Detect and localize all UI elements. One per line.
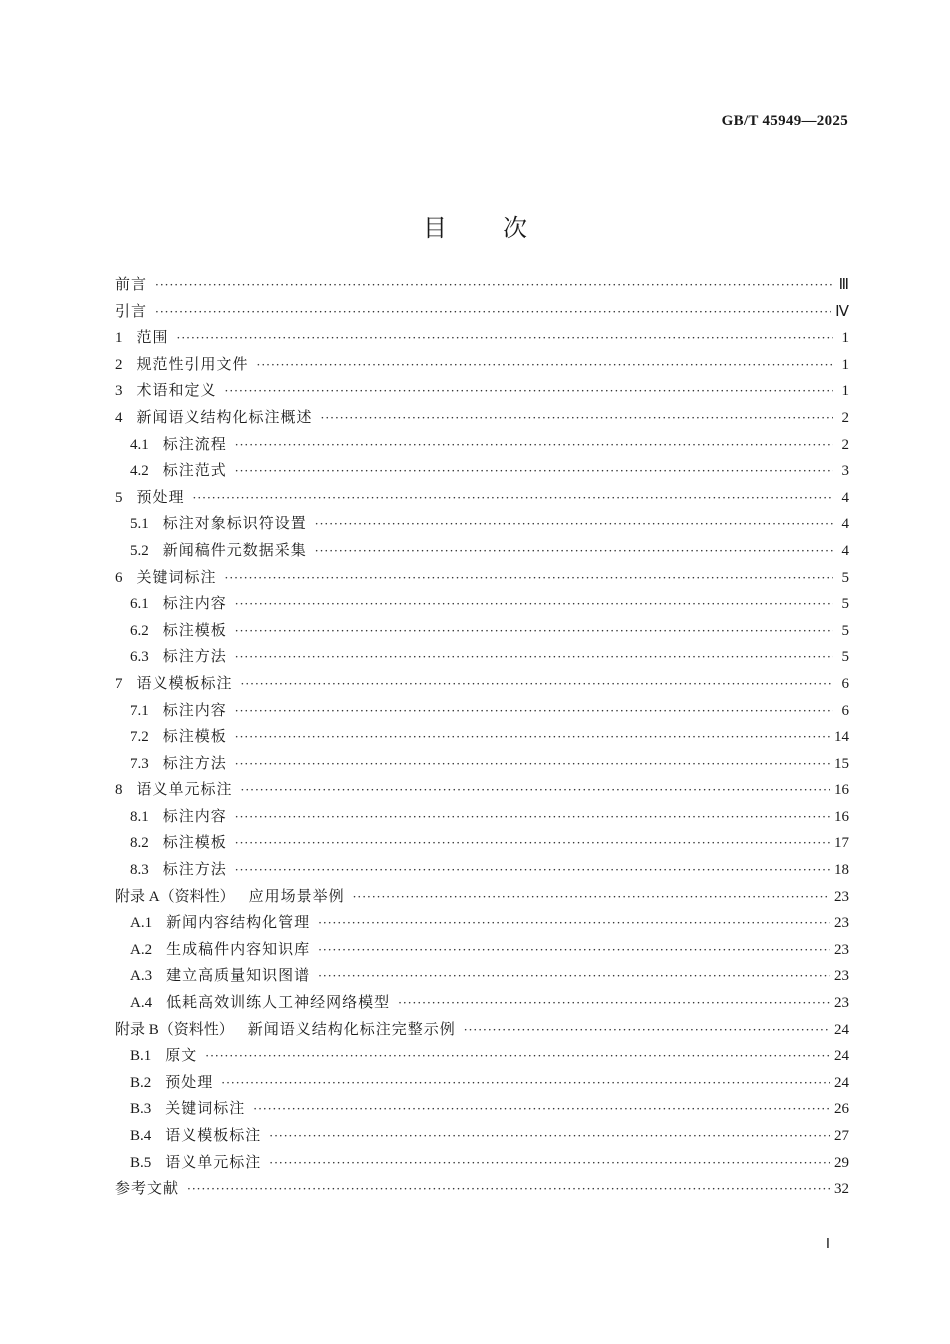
toc-entry-number: 8.3 xyxy=(130,862,149,879)
toc-entry[interactable] xyxy=(115,351,849,378)
toc-entry[interactable] xyxy=(115,404,849,431)
toc-entry-label: 语义模板标注 xyxy=(165,1126,262,1144)
toc-entry-label: 术语和定义 xyxy=(136,381,217,400)
toc-entry-number: A.2 xyxy=(130,941,153,958)
toc-leader-dots xyxy=(235,804,830,831)
toc-leader-dots xyxy=(235,432,833,459)
toc-entry-label: 新闻语义结构化标注完整示例 xyxy=(247,1019,456,1038)
toc-entry-page: 6 xyxy=(841,675,849,692)
toc-entry[interactable] xyxy=(115,989,849,1016)
toc-entry-page: 15 xyxy=(834,755,849,772)
toc-entry-page: 27 xyxy=(834,1128,849,1144)
toc-entry[interactable] xyxy=(115,856,849,883)
toc-entry-page: 5 xyxy=(841,622,849,639)
toc-entry-page: 24 xyxy=(834,1048,849,1065)
toc-entry-number: 附录 B（资料性） xyxy=(115,1021,234,1038)
toc-entry-number: 8.2 xyxy=(130,835,149,852)
toc-entry-number: 3 xyxy=(115,383,123,400)
toc-leader-dots xyxy=(235,618,833,645)
toc-entry-label: 标注模板 xyxy=(162,620,227,639)
toc-leader-dots xyxy=(353,884,830,911)
toc-entry[interactable] xyxy=(115,723,849,750)
toc-entry[interactable] xyxy=(115,271,849,298)
toc-leader-dots xyxy=(257,352,833,379)
page-title: 目次 xyxy=(423,214,583,243)
toc-entry[interactable] xyxy=(115,909,849,936)
toc-entry-number: B.1 xyxy=(130,1048,152,1065)
toc-entry-page: 1 xyxy=(841,330,849,347)
toc-entry-number: 5.1 xyxy=(130,516,149,533)
toc-entry[interactable] xyxy=(115,643,849,670)
toc-entry[interactable] xyxy=(115,431,849,458)
toc-leader-dots xyxy=(235,458,833,485)
toc-entry[interactable] xyxy=(115,564,849,591)
toc-entry-label: 标注对象标识符设置 xyxy=(162,514,307,533)
toc-entry[interactable] xyxy=(115,1122,849,1149)
toc-entry-label: 低耗高效训练人工神经网络模型 xyxy=(166,993,391,1012)
toc-entry-label: 建立高质量知识图谱 xyxy=(166,966,311,985)
toc-entry[interactable] xyxy=(115,803,849,830)
toc-entry-label: 标注模板 xyxy=(162,833,227,852)
toc-leader-dots xyxy=(318,937,830,964)
toc-entry-label: 标注模板 xyxy=(162,727,227,746)
toc-leader-dots xyxy=(187,1176,830,1203)
toc-leader-dots xyxy=(235,830,830,857)
toc-entry-label: 生成稿件内容知识库 xyxy=(166,939,311,958)
toc-entry-page: 32 xyxy=(834,1181,849,1198)
toc-leader-dots xyxy=(315,538,833,565)
toc-entry-page: 16 xyxy=(834,808,849,825)
table-of-contents xyxy=(115,271,849,1202)
toc-entry-number: 6 xyxy=(115,569,123,586)
toc-entry-number: 4.1 xyxy=(130,436,149,453)
toc-entry[interactable] xyxy=(115,590,849,617)
toc-entry-page: 1 xyxy=(841,383,849,400)
toc-entry-page: 23 xyxy=(834,995,849,1012)
toc-entry-page: 24 xyxy=(834,1074,849,1091)
toc-entry-page: 1 xyxy=(841,356,849,373)
toc-entry-number: 8 xyxy=(115,782,123,799)
toc-entry-number: A.3 xyxy=(130,968,153,985)
toc-entry[interactable] xyxy=(115,936,849,963)
toc-entry-label: 语义模板标注 xyxy=(136,673,233,692)
toc-entry-page: 5 xyxy=(841,569,849,586)
toc-leader-dots xyxy=(253,1096,830,1123)
toc-entry[interactable] xyxy=(115,670,849,697)
toc-leader-dots xyxy=(241,671,833,698)
toc-leader-dots xyxy=(321,405,833,432)
toc-entry-label: 规范性引用文件 xyxy=(136,354,249,373)
toc-entry-label: 关键词标注 xyxy=(165,1099,246,1118)
toc-entry-number: A.1 xyxy=(130,915,153,932)
toc-entry-page: 5 xyxy=(841,649,849,666)
toc-entry-label: 预处理 xyxy=(165,1072,214,1091)
toc-entry-page: 5 xyxy=(841,596,849,613)
toc-entry-label: 新闻内容结构化管理 xyxy=(166,913,311,932)
toc-leader-dots xyxy=(155,299,831,326)
toc-entry-label: 引言 xyxy=(115,301,148,320)
toc-entry-page: 4 xyxy=(841,542,849,559)
toc-entry-number: 1 xyxy=(115,330,123,347)
toc-entry-label: 语义单元标注 xyxy=(165,1152,262,1171)
toc-entry[interactable] xyxy=(115,298,849,325)
toc-entry-page: 18 xyxy=(834,862,849,879)
toc-entry-number: B.5 xyxy=(130,1154,152,1171)
toc-entry[interactable] xyxy=(115,1095,849,1122)
toc-entry-number: B.4 xyxy=(130,1128,152,1144)
toc-entry-label: 标注方法 xyxy=(162,753,227,772)
toc-entry[interactable] xyxy=(115,1175,849,1202)
toc-entry-page: 4 xyxy=(841,516,849,533)
toc-entry[interactable] xyxy=(115,617,849,644)
toc-entry[interactable] xyxy=(115,1069,849,1096)
toc-entry-label: 前言 xyxy=(115,275,148,293)
toc-leader-dots xyxy=(225,378,833,405)
toc-entry-label: 原文 xyxy=(165,1046,198,1065)
toc-entry[interactable] xyxy=(115,962,849,989)
toc-entry-label: 参考文献 xyxy=(115,1179,180,1198)
toc-entry-label: 标注范式 xyxy=(162,461,227,480)
toc-entry[interactable] xyxy=(115,537,849,564)
toc-entry-page: Ⅳ xyxy=(835,303,849,320)
toc-entry[interactable] xyxy=(115,510,849,537)
toc-entry-page: 14 xyxy=(834,729,849,746)
toc-entry-number: 4 xyxy=(115,409,123,426)
toc-entry-label: 标注内容 xyxy=(162,806,227,825)
toc-entry-number: 6.2 xyxy=(130,622,149,639)
toc-entry-label: 标注方法 xyxy=(162,647,227,666)
toc-entry-page: 2 xyxy=(841,436,849,453)
toc-entry[interactable] xyxy=(115,697,849,724)
toc-leader-dots xyxy=(464,1017,830,1044)
toc-leader-dots xyxy=(235,751,830,778)
toc-entry-number: 7 xyxy=(115,675,123,692)
toc-entry-page: 26 xyxy=(834,1101,849,1118)
toc-leader-dots xyxy=(318,910,830,937)
toc-entry[interactable] xyxy=(115,776,849,803)
toc-leader-dots xyxy=(398,990,830,1017)
toc-leader-dots xyxy=(155,272,833,299)
toc-entry-number: 6.3 xyxy=(130,649,149,666)
standard-code: GB/T 45949—2025 xyxy=(721,113,848,129)
toc-leader-dots xyxy=(315,511,833,538)
toc-leader-dots xyxy=(177,325,833,352)
toc-entry-number: 8.1 xyxy=(130,808,149,825)
toc-entry-page: 23 xyxy=(834,888,849,905)
toc-entry[interactable] xyxy=(115,457,849,484)
toc-entry-number: A.4 xyxy=(130,995,153,1012)
toc-entry[interactable] xyxy=(115,750,849,777)
toc-entry-label: 标注方法 xyxy=(162,860,227,879)
toc-leader-dots xyxy=(241,777,830,804)
toc-entry-page: 3 xyxy=(841,463,849,480)
toc-leader-dots xyxy=(193,485,833,512)
toc-entry-label: 标注内容 xyxy=(162,700,227,719)
toc-entry-number: 7.2 xyxy=(130,729,149,746)
toc-leader-dots xyxy=(221,1070,830,1097)
toc-entry-page: 23 xyxy=(834,968,849,985)
toc-entry-number: 附录 A（资料性） xyxy=(115,888,235,905)
toc-leader-dots xyxy=(205,1043,830,1070)
toc-entry-page: 2 xyxy=(841,409,849,426)
toc-entry-page: 24 xyxy=(834,1021,849,1038)
toc-entry-number: 2 xyxy=(115,356,123,373)
toc-entry-page: 4 xyxy=(841,489,849,506)
toc-entry-label: 标注流程 xyxy=(162,434,227,453)
toc-entry-label: 新闻稿件元数据采集 xyxy=(162,540,307,559)
toc-entry[interactable] xyxy=(115,1042,849,1069)
page-number: Ⅰ xyxy=(825,1237,830,1252)
toc-leader-dots xyxy=(269,1123,830,1150)
toc-entry-label: 语义单元标注 xyxy=(136,780,233,799)
toc-entry-number: 7.1 xyxy=(130,702,149,719)
toc-leader-dots xyxy=(318,963,830,990)
toc-entry-label: 新闻语义结构化标注概述 xyxy=(136,407,313,426)
toc-leader-dots xyxy=(235,724,830,751)
toc-entry[interactable] xyxy=(115,484,849,511)
toc-leader-dots xyxy=(225,565,833,592)
toc-entry[interactable] xyxy=(115,1016,849,1043)
toc-entry-page: 6 xyxy=(841,702,849,719)
toc-entry-page: 29 xyxy=(834,1154,849,1171)
toc-entry-label: 应用场景举例 xyxy=(248,886,345,905)
toc-entry-label: 标注内容 xyxy=(162,594,227,613)
toc-entry[interactable] xyxy=(115,829,849,856)
toc-leader-dots xyxy=(235,644,833,671)
toc-entry-label: 关键词标注 xyxy=(136,567,217,586)
toc-entry-number: B.2 xyxy=(130,1074,152,1091)
toc-entry[interactable] xyxy=(115,324,849,351)
toc-leader-dots xyxy=(269,1150,830,1177)
toc-entry-page: Ⅲ xyxy=(838,277,849,293)
toc-leader-dots xyxy=(235,698,833,725)
toc-entry-page: 23 xyxy=(834,941,849,958)
toc-entry-number: 4.2 xyxy=(130,463,149,480)
toc-leader-dots xyxy=(235,857,830,884)
toc-entry-label: 预处理 xyxy=(136,487,185,506)
toc-entry[interactable] xyxy=(115,377,849,404)
toc-entry-number: 5 xyxy=(115,489,123,506)
toc-entry[interactable] xyxy=(115,883,849,910)
toc-entry-number: 5.2 xyxy=(130,542,149,559)
toc-entry-number: 6.1 xyxy=(130,596,149,613)
toc-entry-page: 16 xyxy=(834,782,849,799)
toc-leader-dots xyxy=(235,591,833,618)
toc-entry-label: 范围 xyxy=(136,328,169,347)
toc-entry-page: 17 xyxy=(834,835,849,852)
toc-entry-page: 23 xyxy=(834,915,849,932)
toc-entry-number: B.3 xyxy=(130,1101,152,1118)
toc-entry-number: 7.3 xyxy=(130,755,149,772)
toc-entry[interactable] xyxy=(115,1149,849,1176)
